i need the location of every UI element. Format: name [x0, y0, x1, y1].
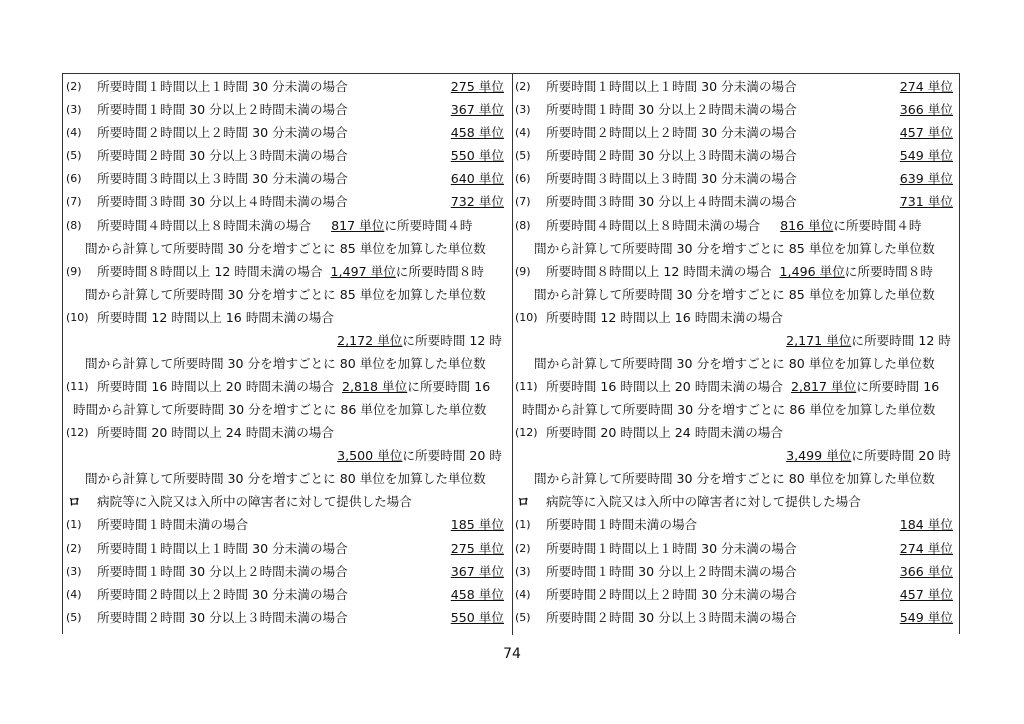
item-number: (3) — [515, 565, 531, 578]
item-number: (1) — [515, 518, 531, 531]
list-item-continuation — [63, 238, 512, 260]
item-text: 所要時間２時間 30 分以上３時間未満の場合 — [97, 148, 348, 163]
item-number: (9) — [66, 265, 82, 278]
item-suffix: に所要時間 12 時 — [851, 333, 951, 348]
item-text: 所要時間２時間 30 分以上３時間未満の場合 — [97, 610, 348, 625]
item-amount-line — [786, 445, 951, 467]
item-amount: 274 単位 — [899, 541, 953, 556]
list-item-continuation — [63, 353, 512, 375]
item-amount-line — [786, 330, 951, 352]
item-text: 所要時間３時間 30 分以上４時間未満の場合 — [546, 194, 797, 209]
item-continuation: 間から計算して所要時間 30 分を増すごとに 85 単位を加算した単位数 — [534, 241, 935, 256]
item-continuation: 間から計算して所要時間 30 分を増すごとに 85 単位を加算した単位数 — [85, 241, 486, 256]
item-number: (2) — [515, 542, 531, 555]
item-text — [546, 376, 939, 398]
list-item — [512, 514, 961, 536]
item-amount: 731 単位 — [899, 194, 953, 209]
section-marker: ロ — [517, 494, 530, 509]
item-number: (5) — [66, 149, 82, 162]
item-amount: 3,499 単位 — [786, 448, 852, 463]
item-text: 所要時間２時間 30 分以上３時間未満の場合 — [546, 610, 797, 625]
item-amount: 2,818 単位 — [341, 379, 408, 394]
item-amount: 2,172 単位 — [337, 333, 403, 348]
item-label: 所要時間８時間以上 12 時間未満の場合 — [97, 264, 323, 279]
list-item — [63, 191, 512, 213]
item-suffix: に所要時間 12 時 — [402, 333, 502, 348]
list-item-continuation — [512, 330, 961, 352]
list-item — [512, 215, 961, 237]
list-item — [63, 168, 512, 190]
item-number: (4) — [515, 588, 531, 601]
list-item — [63, 561, 512, 583]
list-item — [512, 607, 961, 629]
item-text — [97, 376, 490, 398]
list-item — [512, 561, 961, 583]
list-item-continuation — [512, 353, 961, 375]
item-suffix: に所要時間 16 — [856, 379, 940, 394]
item-amount: 549 単位 — [899, 148, 953, 163]
item-continuation: 間から計算して所要時間 30 分を増すごとに 85 単位を加算した単位数 — [534, 287, 935, 302]
section-text: 病院等に入院又は入所中の障害者に対して提供した場合 — [546, 494, 861, 509]
list-item-continuation — [63, 468, 512, 490]
item-text: 所要時間３時間以上３時間 30 分未満の場合 — [546, 171, 797, 186]
item-number: (5) — [515, 611, 531, 624]
item-number: (5) — [515, 149, 531, 162]
list-item — [63, 538, 512, 560]
section-heading — [512, 491, 961, 513]
list-item-continuation — [63, 330, 512, 352]
item-text — [97, 261, 484, 283]
list-item — [63, 607, 512, 629]
list-item-continuation — [512, 468, 961, 490]
item-text: 所要時間 20 時間以上 24 時間未満の場合 — [97, 425, 334, 440]
list-item — [63, 99, 512, 121]
item-text: 所要時間１時間以上１時間 30 分未満の場合 — [97, 541, 348, 556]
item-suffix: に所要時間８時 — [844, 264, 933, 279]
item-text — [97, 215, 472, 237]
item-continuation: 間から計算して所要時間 30 分を増すごとに 80 単位を加算した単位数 — [534, 471, 935, 486]
list-item — [63, 307, 512, 329]
item-number: (3) — [66, 103, 82, 116]
item-amount: 275 単位 — [450, 79, 504, 94]
item-text: 所要時間１時間以上１時間 30 分未満の場合 — [546, 541, 797, 556]
list-item-continuation — [512, 284, 961, 306]
item-amount: 3,500 単位 — [337, 448, 403, 463]
item-number: (8) — [66, 219, 82, 232]
item-amount: 732 単位 — [450, 194, 504, 209]
list-item — [63, 76, 512, 98]
item-number: (2) — [515, 80, 531, 93]
right-column — [512, 74, 961, 635]
item-text: 所要時間１時間 30 分以上２時間未満の場合 — [97, 564, 348, 579]
list-item — [512, 145, 961, 167]
item-amount: 550 単位 — [450, 610, 504, 625]
list-item-continuation — [63, 445, 512, 467]
item-text: 所要時間１時間 30 分以上２時間未満の場合 — [546, 102, 797, 117]
item-number: (4) — [66, 126, 82, 139]
list-item — [63, 422, 512, 444]
item-label: 所要時間４時間以上８時間未満の場合 — [97, 218, 312, 233]
comparison-table — [62, 73, 960, 634]
item-number: (3) — [515, 103, 531, 116]
item-number: (5) — [66, 611, 82, 624]
item-number: (2) — [66, 542, 82, 555]
list-item-continuation — [512, 445, 961, 467]
item-text: 所要時間１時間 30 分以上２時間未満の場合 — [546, 564, 797, 579]
item-text — [546, 215, 921, 237]
item-amount: 367 単位 — [450, 102, 504, 117]
item-number: (2) — [66, 80, 82, 93]
item-suffix: に所要時間４時 — [833, 218, 922, 233]
list-item — [512, 538, 961, 560]
item-text: 所要時間１時間未満の場合 — [97, 517, 249, 532]
list-item — [512, 376, 961, 398]
item-number: (1) — [66, 518, 82, 531]
item-amount: 817 単位 — [331, 218, 385, 233]
item-amount: 366 単位 — [899, 102, 953, 117]
list-item — [512, 99, 961, 121]
item-number: (6) — [515, 172, 531, 185]
item-amount-line — [337, 445, 502, 467]
item-amount: 275 単位 — [450, 541, 504, 556]
item-text: 所要時間２時間 30 分以上３時間未満の場合 — [546, 148, 797, 163]
item-text: 所要時間 20 時間以上 24 時間未満の場合 — [546, 425, 783, 440]
list-item — [63, 215, 512, 237]
item-amount: 640 単位 — [450, 171, 504, 186]
item-amount: 639 単位 — [899, 171, 953, 186]
item-label: 所要時間４時間以上８時間未満の場合 — [546, 218, 761, 233]
item-continuation: 間から計算して所要時間 30 分を増すごとに 80 単位を加算した単位数 — [534, 356, 935, 371]
list-item — [512, 307, 961, 329]
list-item — [512, 168, 961, 190]
item-amount: 550 単位 — [450, 148, 504, 163]
list-item — [63, 122, 512, 144]
item-number: (7) — [515, 195, 531, 208]
item-number: (4) — [66, 588, 82, 601]
item-suffix: に所要時間 20 時 — [402, 448, 502, 463]
item-amount: 1,497 単位 — [330, 264, 396, 279]
item-amount: 457 単位 — [899, 125, 953, 140]
list-item — [63, 584, 512, 606]
item-amount: 367 単位 — [450, 564, 504, 579]
item-text: 所要時間 12 時間以上 16 時間未満の場合 — [546, 310, 783, 325]
item-continuation: 時間から計算して所要時間 30 分を増すごとに 86 単位を加算した単位数 — [522, 402, 936, 417]
list-item — [512, 191, 961, 213]
item-amount: 274 単位 — [899, 79, 953, 94]
page-number: 74 — [503, 646, 521, 662]
item-number: (11) — [66, 380, 89, 393]
item-suffix: に所要時間 16 — [407, 379, 491, 394]
item-continuation: 時間から計算して所要時間 30 分を増すごとに 86 単位を加算した単位数 — [73, 402, 487, 417]
item-text: 所要時間２時間以上２時間 30 分未満の場合 — [546, 587, 797, 602]
list-item — [63, 145, 512, 167]
item-amount: 2,171 単位 — [786, 333, 852, 348]
item-amount: 2,817 単位 — [790, 379, 857, 394]
list-item — [63, 514, 512, 536]
list-item — [512, 584, 961, 606]
list-item-continuation — [512, 238, 961, 260]
item-amount: 1,496 単位 — [779, 264, 845, 279]
item-number: (9) — [515, 265, 531, 278]
item-number: (6) — [66, 172, 82, 185]
item-text: 所要時間１時間 30 分以上２時間未満の場合 — [97, 102, 348, 117]
list-item — [63, 261, 512, 283]
list-item — [512, 422, 961, 444]
left-column — [63, 74, 513, 635]
list-item — [512, 76, 961, 98]
item-continuation: 間から計算して所要時間 30 分を増すごとに 80 単位を加算した単位数 — [85, 471, 486, 486]
item-amount: 549 単位 — [899, 610, 953, 625]
item-text — [546, 261, 933, 283]
list-item-continuation — [512, 399, 961, 421]
item-number: (12) — [515, 426, 538, 439]
item-continuation: 間から計算して所要時間 30 分を増すごとに 80 単位を加算した単位数 — [85, 356, 486, 371]
item-amount: 816 単位 — [780, 218, 834, 233]
list-item — [512, 261, 961, 283]
item-label: 所要時間８時間以上 12 時間未満の場合 — [546, 264, 772, 279]
section-heading — [63, 491, 512, 513]
item-suffix: に所要時間 20 時 — [851, 448, 951, 463]
item-text: 所要時間 12 時間以上 16 時間未満の場合 — [97, 310, 334, 325]
item-text: 所要時間２時間以上２時間 30 分未満の場合 — [546, 125, 797, 140]
list-item-continuation — [63, 284, 512, 306]
item-number: (3) — [66, 565, 82, 578]
item-text: 所要時間３時間以上３時間 30 分未満の場合 — [97, 171, 348, 186]
item-amount: 458 単位 — [450, 587, 504, 602]
item-text: 所要時間１時間以上１時間 30 分未満の場合 — [97, 79, 348, 94]
list-item-continuation — [63, 399, 512, 421]
item-text: 所要時間２時間以上２時間 30 分未満の場合 — [97, 125, 348, 140]
item-label: 所要時間 16 時間以上 20 時間未満の場合 — [546, 379, 783, 394]
item-text: 所要時間１時間未満の場合 — [546, 517, 698, 532]
item-amount: 185 単位 — [450, 517, 504, 532]
item-number: (8) — [515, 219, 531, 232]
item-amount: 458 単位 — [450, 125, 504, 140]
item-suffix: に所要時間８時 — [395, 264, 484, 279]
list-item — [63, 376, 512, 398]
item-number: (4) — [515, 126, 531, 139]
list-item — [512, 122, 961, 144]
section-marker: ロ — [68, 494, 81, 509]
item-number: (10) — [515, 311, 538, 324]
item-text: 所要時間２時間以上２時間 30 分未満の場合 — [97, 587, 348, 602]
item-text: 所要時間３時間 30 分以上４時間未満の場合 — [97, 194, 348, 209]
item-text: 所要時間１時間以上１時間 30 分未満の場合 — [546, 79, 797, 94]
item-amount: 184 単位 — [899, 517, 953, 532]
item-number: (10) — [66, 311, 89, 324]
item-amount: 457 単位 — [899, 587, 953, 602]
item-suffix: に所要時間４時 — [384, 218, 473, 233]
section-text: 病院等に入院又は入所中の障害者に対して提供した場合 — [97, 494, 412, 509]
item-number: (12) — [66, 426, 89, 439]
item-label: 所要時間 16 時間以上 20 時間未満の場合 — [97, 379, 334, 394]
item-amount: 366 単位 — [899, 564, 953, 579]
item-number: (7) — [66, 195, 82, 208]
item-amount-line — [337, 330, 502, 352]
item-number: (11) — [515, 380, 538, 393]
item-continuation: 間から計算して所要時間 30 分を増すごとに 85 単位を加算した単位数 — [85, 287, 486, 302]
